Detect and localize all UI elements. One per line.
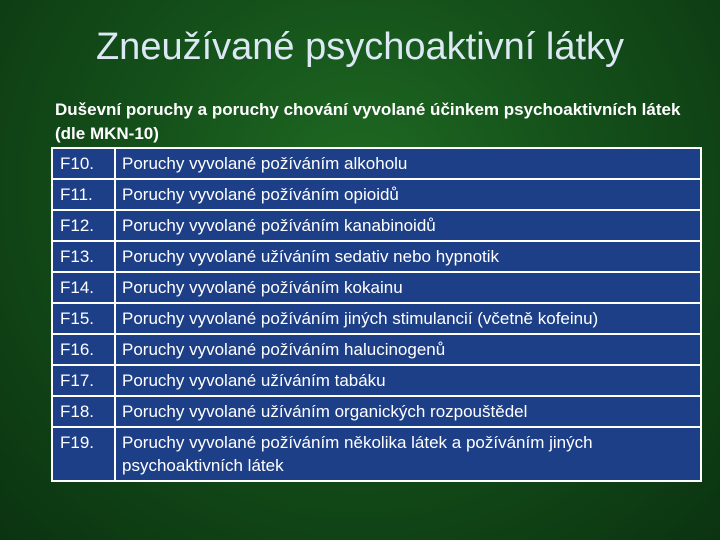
diagnosis-code: F17. (53, 366, 114, 395)
diagnosis-description: Poruchy vyvolané požíváním halucinogenů (116, 335, 700, 364)
table-row (53, 304, 700, 333)
diagnosis-code: F19. (53, 428, 114, 480)
diagnosis-code: F13. (53, 242, 114, 271)
diagnosis-code: F16. (53, 335, 114, 364)
table-row (53, 335, 700, 364)
table-row (53, 273, 700, 302)
diagnosis-description: Poruchy vyvolané užíváním organických rozpouštědel (116, 397, 700, 426)
table-row (53, 397, 700, 426)
diagnosis-code: F18. (53, 397, 114, 426)
diagnosis-description: Poruchy vyvolané požíváním několika látek a požíváním jiných psychoaktivních látek (116, 428, 700, 480)
table-row (53, 149, 700, 178)
diagnosis-description: Poruchy vyvolané požíváním kokainu (116, 273, 700, 302)
diagnosis-description: Poruchy vyvolané požíváním jiných stimulancií (včetně kofeinu) (116, 304, 700, 333)
table-row (53, 211, 700, 240)
table-row (53, 366, 700, 395)
slide-title: Zneužívané psychoaktivní látky (95, 26, 625, 68)
diagnosis-code: F11. (53, 180, 114, 209)
diagnosis-description: Poruchy vyvolané požíváním opioidů (116, 180, 700, 209)
diagnosis-code: F10. (53, 149, 114, 178)
diagnosis-table (51, 147, 702, 482)
diagnosis-code: F14. (53, 273, 114, 302)
table-row (53, 180, 700, 209)
diagnosis-code: F12. (53, 211, 114, 240)
diagnosis-description: Poruchy vyvolané užíváním tabáku (116, 366, 700, 395)
slide-subtitle: Duševní poruchy a poruchy chování vyvolané účinkem psychoaktivních látek (dle MKN-10) (55, 100, 681, 143)
diagnosis-code: F15. (53, 304, 114, 333)
table-row (53, 242, 700, 271)
diagnosis-description: Poruchy vyvolané požíváním kanabinoidů (116, 211, 700, 240)
diagnosis-description: Poruchy vyvolané požíváním alkoholu (116, 149, 700, 178)
diagnosis-description: Poruchy vyvolané užíváním sedativ nebo hypnotik (116, 242, 700, 271)
table-row (53, 428, 700, 480)
